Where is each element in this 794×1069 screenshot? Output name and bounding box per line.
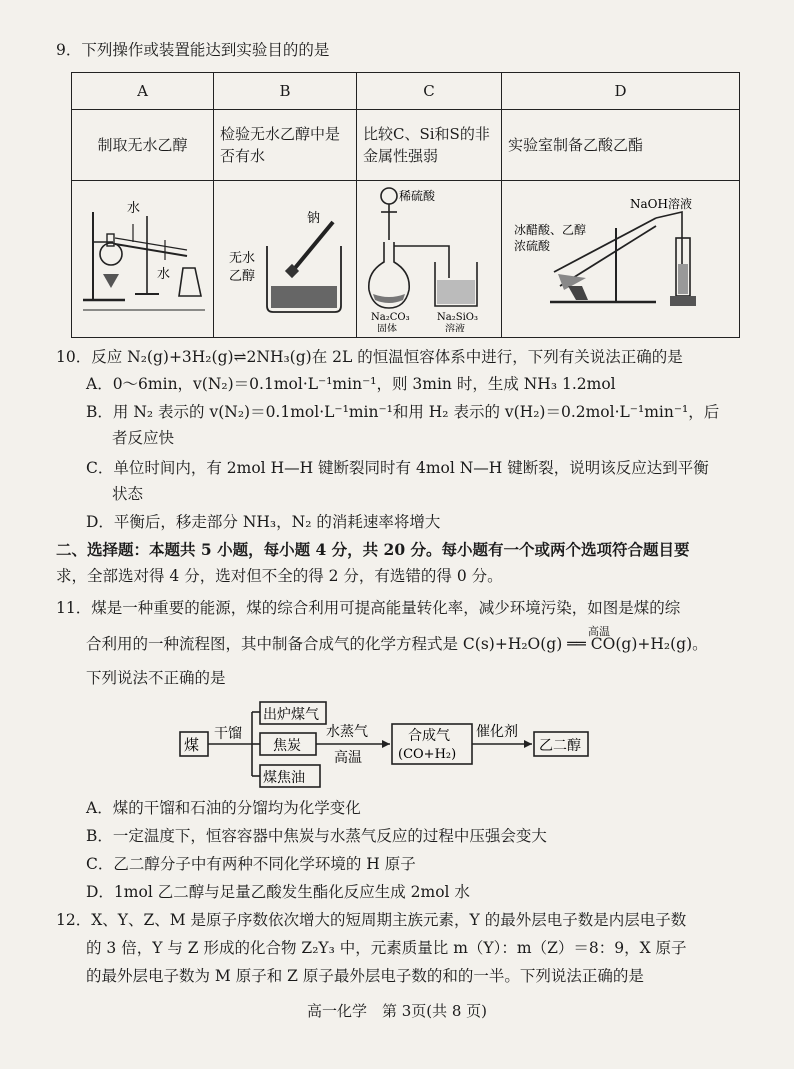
distillation-apparatus <box>75 182 211 332</box>
fig-d-reagents-line1: 冰醋酸、乙醇 <box>513 223 586 237</box>
fig-b-ethanol-line2: 乙醇 <box>229 269 256 284</box>
purpose-c: 比较C、Si和S的非金属性强弱 <box>357 110 502 181</box>
purpose-d: 实验室制备乙酸乙酯 <box>502 110 740 181</box>
q12-line2: 的 3 倍，Y 与 Z 形成的化合物 Z₂Y₃ 中，元素质量比 m（Y）：m（Z）＝8：9，X 原子 <box>86 939 687 957</box>
q11-option-d: D．1mol 乙二醇与足量乙酸发生酯化反应生成 2mol 水 <box>86 883 470 901</box>
figure-d <box>502 181 740 338</box>
purpose-a: 制取无水乙醇 <box>72 110 214 181</box>
fig-c-right-label2: 溶液 <box>445 324 465 332</box>
fig-b-ethanol-line1: 无水 <box>229 251 256 266</box>
flow-dry-distill: 干馏 <box>214 726 242 742</box>
q9-experiment-table <box>71 72 740 338</box>
q10-option-c-line2: 状态 <box>112 485 144 503</box>
figure-a <box>72 181 214 338</box>
q10-option-c-line1: C．单位时间内，有 2mol H—H 键断裂同时有 4mol N—H 键断裂，说明该反应达到平衡 <box>86 459 709 477</box>
q12-line3: 的最外层电子数为 M 原子和 Z 原子最外层电子数的和的一半。下列说法正确的是 <box>86 967 644 985</box>
fig-d-reagents-line2: 浓硫酸 <box>513 239 550 253</box>
q12-line1: 12．X、Y、Z、M 是原子序数依次增大的短周期主族元素，Y 的最外层电子数是内层电子数 <box>56 911 687 929</box>
header-a: A <box>72 73 214 110</box>
flow-syngas: 合成气 <box>408 728 450 744</box>
q11-line1: 11．煤是一种重要的能源，煤的综合利用可提高能量转化率，减少环境污染，如图是煤的综 <box>56 599 681 617</box>
q11-option-c: C．乙二醇分子中有两种不同化学环境的 H 原子 <box>86 855 416 873</box>
header-b: B <box>214 73 357 110</box>
fig-b-sodium: 钠 <box>307 211 321 226</box>
header-c: C <box>357 73 502 110</box>
flow-ethylene-glycol: 乙二醇 <box>539 738 581 754</box>
figure-b <box>214 181 357 338</box>
fig-c-left-label2: 固体 <box>377 324 397 332</box>
q11-option-a: A．煤的干馏和石油的分馏均为化学变化 <box>86 799 361 817</box>
fig-a-water-top: 水 <box>126 201 140 216</box>
q11-condition: 高温 <box>588 625 610 638</box>
q11-option-b: B．一定温度下，恒容容器中焦炭与水蒸气反应的过程中压强会变大 <box>86 827 547 845</box>
q10-stem: 10．反应 N₂(g)+3H₂(g)⇌2NH₃(g)在 2L 的恒温恒容体系中进行，下列有关说法正确的是 <box>56 348 683 366</box>
flow-high-temp: 高温 <box>334 750 362 766</box>
page-footer: 高一化学 第 3页(共 8 页) <box>306 1002 488 1020</box>
fig-c-acid: 稀硫酸 <box>399 189 436 203</box>
fig-c-left-label1: Na₂CO₃ <box>371 312 410 323</box>
ester-prep-apparatus <box>506 182 736 332</box>
figure-c <box>357 181 502 338</box>
fig-d-naoh: NaOH溶液 <box>629 197 692 211</box>
acid-strength-apparatus <box>359 182 499 332</box>
q11-line3: 下列说法不正确的是 <box>86 669 226 687</box>
sodium-beaker <box>217 182 353 332</box>
fig-c-right-label1: Na₂SiO₃ <box>437 312 478 323</box>
section2-line1: 二、选择题：本题共 5 小题，每小题 4 分，共 20 分。每小题有一个或两个选项符合题目要 <box>56 540 690 559</box>
flow-coal-tar: 煤焦油 <box>263 770 305 786</box>
q10-option-b-line1: B．用 N₂ 表示的 v(N₂)＝0.1mol·L⁻¹min⁻¹和用 H₂ 表示的 v(H₂)＝0.2mol·L⁻¹min⁻¹，后 <box>86 403 720 421</box>
flow-steam: 水蒸气 <box>326 724 368 740</box>
q10-option-a: A．0～6min，v(N₂)＝0.1mol·L⁻¹min⁻¹，则 3min 时，生成 NH₃ 1.2mol <box>86 375 616 393</box>
q10-option-d: D．平衡后，移走部分 NH₃，N₂ 的消耗速率将增大 <box>86 513 441 531</box>
flow-catalyst: 催化剂 <box>476 724 518 740</box>
fig-a-water-side: 水 <box>156 267 170 282</box>
flow-coal: 煤 <box>184 736 200 754</box>
coal-flow-diagram <box>170 700 590 792</box>
purpose-b: 检验无水乙醇中是否有水 <box>214 110 357 181</box>
flow-syngas-formula: (CO+H₂) <box>398 747 457 762</box>
section2-line2: 求，全部选对得 4 分，选对但不全的得 2 分，有选错的得 0 分。 <box>56 567 503 585</box>
flow-coke: 焦炭 <box>273 738 301 754</box>
header-d: D <box>502 73 740 110</box>
q10-option-b-line2: 者反应快 <box>112 429 175 447</box>
q9-stem: 9．下列操作或装置能达到实验目的的是 <box>56 41 330 59</box>
flow-coke-oven-gas: 出炉煤气 <box>263 707 319 723</box>
q11-line2: 合利用的一种流程图，其中制备合成气的化学方程式是 C(s)+H₂O(g) ══ CO(g)+H₂(g)。 <box>86 635 708 653</box>
